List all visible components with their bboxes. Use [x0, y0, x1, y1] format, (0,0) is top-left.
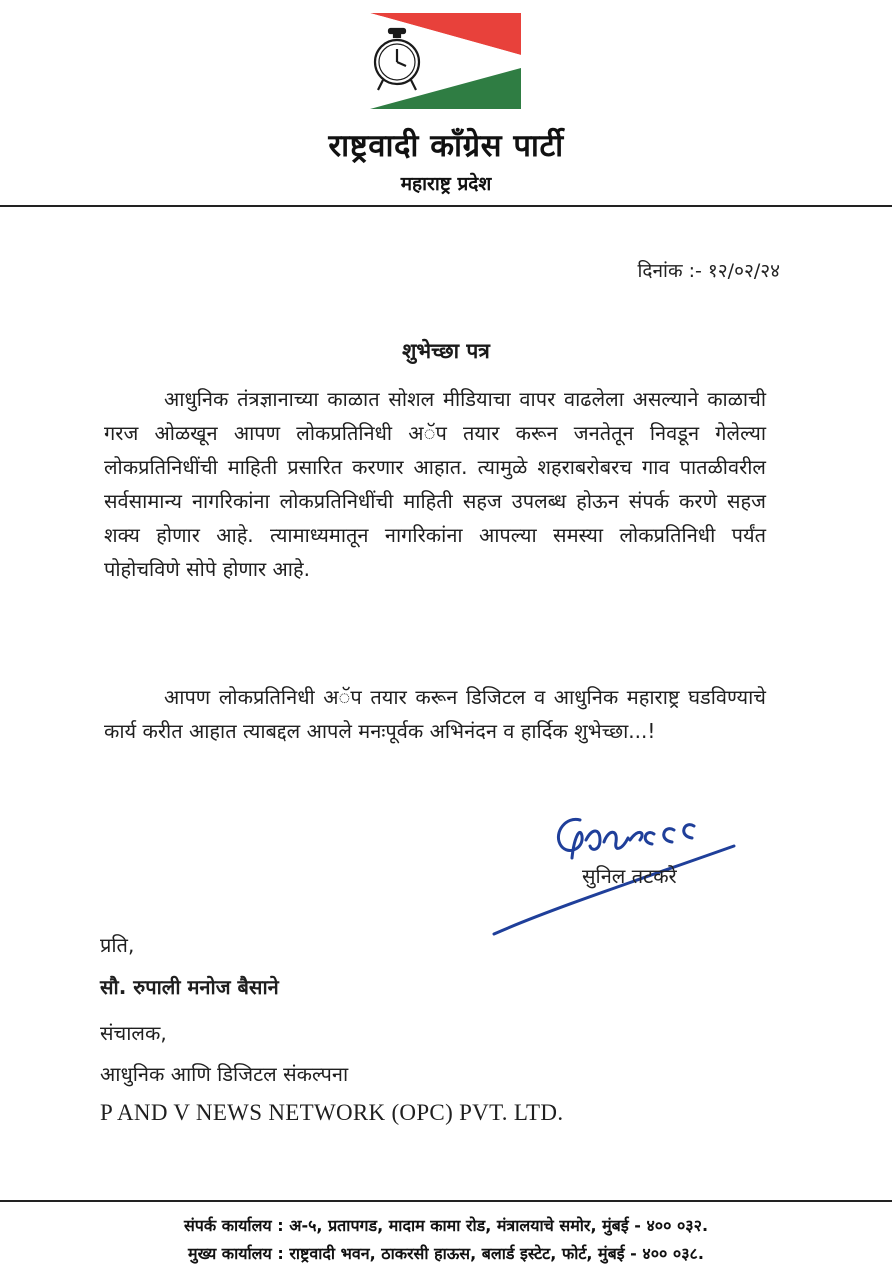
- party-flag-clock-logo: [368, 12, 523, 110]
- addressee-company: P AND V NEWS NETWORK (OPC) PVT. LTD.: [100, 1100, 564, 1125]
- footer-contact-office: संपर्क कार्यालय : अ-५, प्रतापगड, मादाम कामा रोड, मंत्रालयाचे समोर, मुंबई - ४०० ०३२.: [183, 1216, 709, 1235]
- signatory-name: सुनिल तटकरे: [582, 864, 677, 888]
- addressee-concept: आधुनिक आणि डिजिटल संकल्पना: [100, 1062, 349, 1086]
- party-name: राष्ट्रवादी काँग्रेस पार्टी: [328, 128, 564, 164]
- letter-subject: शुभेच्छा पत्र: [402, 339, 490, 363]
- addressee-name: सौ. रुपाली मनोज बैसाने: [100, 975, 279, 999]
- footer-head-office: मुख्य कार्यालय : राष्ट्रवादी भवन, ठाकरसी हाऊस, बलार्ड इस्टेट, फोर्ट, मुंबई - ४०० ०३८.: [188, 1244, 704, 1263]
- footer-divider: [0, 1200, 892, 1202]
- header-divider: [0, 205, 892, 207]
- body-paragraph-1: आधुनिक तंत्रज्ञानाच्या काळात सोशल मीडियाचा वापर वाढलेला असल्याने काळाची गरज ओळखून आपण लोकप्रतिनिधी अॅप तयार करून जनतेतून निवडून गेलेल्या लोकप्रतिनिधींची माहिती प्रसारित करणार आहात. त्यामुळे शहराबरोबरच गाव पातळीवरील सर्वसामान्य नागरिकांना लोकप्रतिनिधींची माहिती सहज उपलब्ध होऊन संपर्क करणे सहज शक्य होणार आहे. त्यामाध्यमातून नागरिकांना आपल्या समस्या लोकप्रतिनिधी पर्यंत पोहोचविणे सोपे होणार आहे.: [104, 387, 766, 581]
- letter-date: दिनांक :- १२/०२/२४: [637, 260, 780, 282]
- addressee-role: संचालक,: [100, 1021, 167, 1045]
- addressee-to-label: प्रति,: [100, 933, 135, 957]
- party-state: महाराष्ट्र प्रदेश: [400, 173, 492, 195]
- body-paragraph-2: आपण लोकप्रतिनिधी अॅप तयार करून डिजिटल व आधुनिक महाराष्ट्र घडविण्याचे कार्य करीत आहात त्याबद्दल आपले मनःपूर्वक अभिनंदन व हार्दिक शुभेच्छा...!: [104, 685, 766, 743]
